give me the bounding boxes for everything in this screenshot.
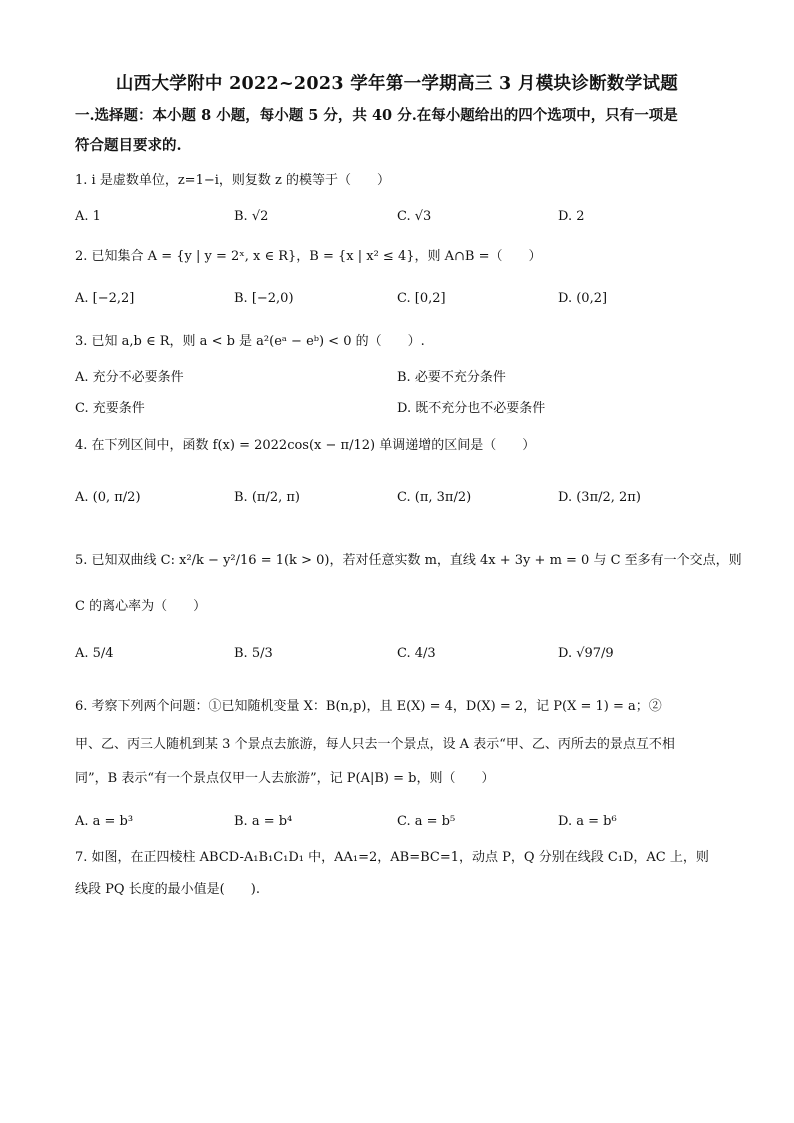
q5-stem-line1: 5. 已知双曲线 C: x²/k − y²/16 = 1(k > 0)，若对任意实数 m，直线 4x + 3y + m = 0 与 C 至多有一个交点，则 bbox=[75, 553, 742, 568]
q2-stem: 2. 已知集合 A = {y | y = 2ˣ, x ∈ R}，B = {x | x² ≤ 4}，则 A∩B =（ ） bbox=[75, 249, 542, 264]
q4-option-c: C. (π, 3π/2) bbox=[397, 490, 472, 505]
q1-option-d: D. 2 bbox=[558, 209, 585, 224]
q6-stem-line3: 同”，B 表示“有一个景点仅甲一人去旅游”，记 P(A|B) = b，则（ ） bbox=[75, 771, 495, 786]
q5-option-b: B. 5/3 bbox=[234, 646, 273, 661]
q5-stem-line2: C 的离心率为（ ） bbox=[75, 599, 207, 614]
exam-title: 山西大学附中 2022~2023 学年第一学期高三 3 月模块诊断数学试题 bbox=[115, 74, 679, 94]
q1-option-c: C. √3 bbox=[397, 209, 432, 224]
q5-option-c: C. 4/3 bbox=[397, 646, 436, 661]
q2-option-b: B. [−2,0) bbox=[234, 291, 294, 306]
q5-option-a: A. 5/4 bbox=[75, 646, 114, 661]
q6-stem-line1: 6. 考察下列两个问题：①已知随机变量 X：B(n,p)，且 E(X) = 4，D(X) = 2，记 P(X = 1) = a；② bbox=[75, 699, 662, 714]
q7-stem-line2: 线段 PQ 长度的最小值是( ). bbox=[75, 882, 260, 897]
q3-option-d: D. 既不充分也不必要条件 bbox=[397, 401, 546, 416]
q6-stem-line2: 甲、乙、丙三人随机到某 3 个景点去旅游，每人只去一个景点，设 A 表示“甲、乙、丙所去的景点互不相 bbox=[75, 737, 675, 752]
section-heading-line1: 一.选择题：本小题 8 小题，每小题 5 分，共 40 分.在每小题给出的四个选项中，只有一项是 bbox=[75, 107, 678, 124]
q2-option-d: D. (0,2] bbox=[558, 291, 608, 306]
section-heading-line2: 符合题目要求的. bbox=[75, 137, 182, 154]
q4-stem: 4. 在下列区间中，函数 f(x) = 2022cos(x − π/12) 单调递增的区间是（ ） bbox=[75, 438, 536, 453]
q6-option-d: D. a = b⁶ bbox=[558, 814, 617, 829]
q5-option-d: D. √97/9 bbox=[558, 646, 614, 661]
q3-stem: 3. 已知 a,b ∈ R，则 a < b 是 a²(eᵃ − eᵇ) < 0 的（ ）. bbox=[75, 334, 425, 349]
q4-option-b: B. (π/2, π) bbox=[234, 490, 300, 505]
q6-option-b: B. a = b⁴ bbox=[234, 814, 293, 829]
q4-option-d: D. (3π/2, 2π) bbox=[558, 490, 641, 505]
q3-option-a: A. 充分不必要条件 bbox=[75, 370, 184, 385]
q3-option-c: C. 充要条件 bbox=[75, 401, 145, 416]
q4-option-a: A. (0, π/2) bbox=[75, 490, 141, 505]
q1-option-b: B. √2 bbox=[234, 209, 269, 224]
q1-option-a: A. 1 bbox=[75, 209, 101, 224]
q6-option-a: A. a = b³ bbox=[75, 814, 134, 829]
q7-stem-line1: 7. 如图，在正四棱柱 ABCD-A₁B₁C₁D₁ 中，AA₁=2，AB=BC=1，动点 P，Q 分别在线段 C₁D，AC 上，则 bbox=[75, 850, 709, 865]
q1-stem: 1. i 是虚数单位，z=1−i，则复数 z 的模等于（ ） bbox=[75, 173, 391, 188]
q2-option-c: C. [0,2] bbox=[397, 291, 446, 306]
q2-option-a: A. [−2,2] bbox=[75, 291, 135, 306]
q6-option-c: C. a = b⁵ bbox=[397, 814, 456, 829]
q3-option-b: B. 必要不充分条件 bbox=[397, 370, 506, 385]
